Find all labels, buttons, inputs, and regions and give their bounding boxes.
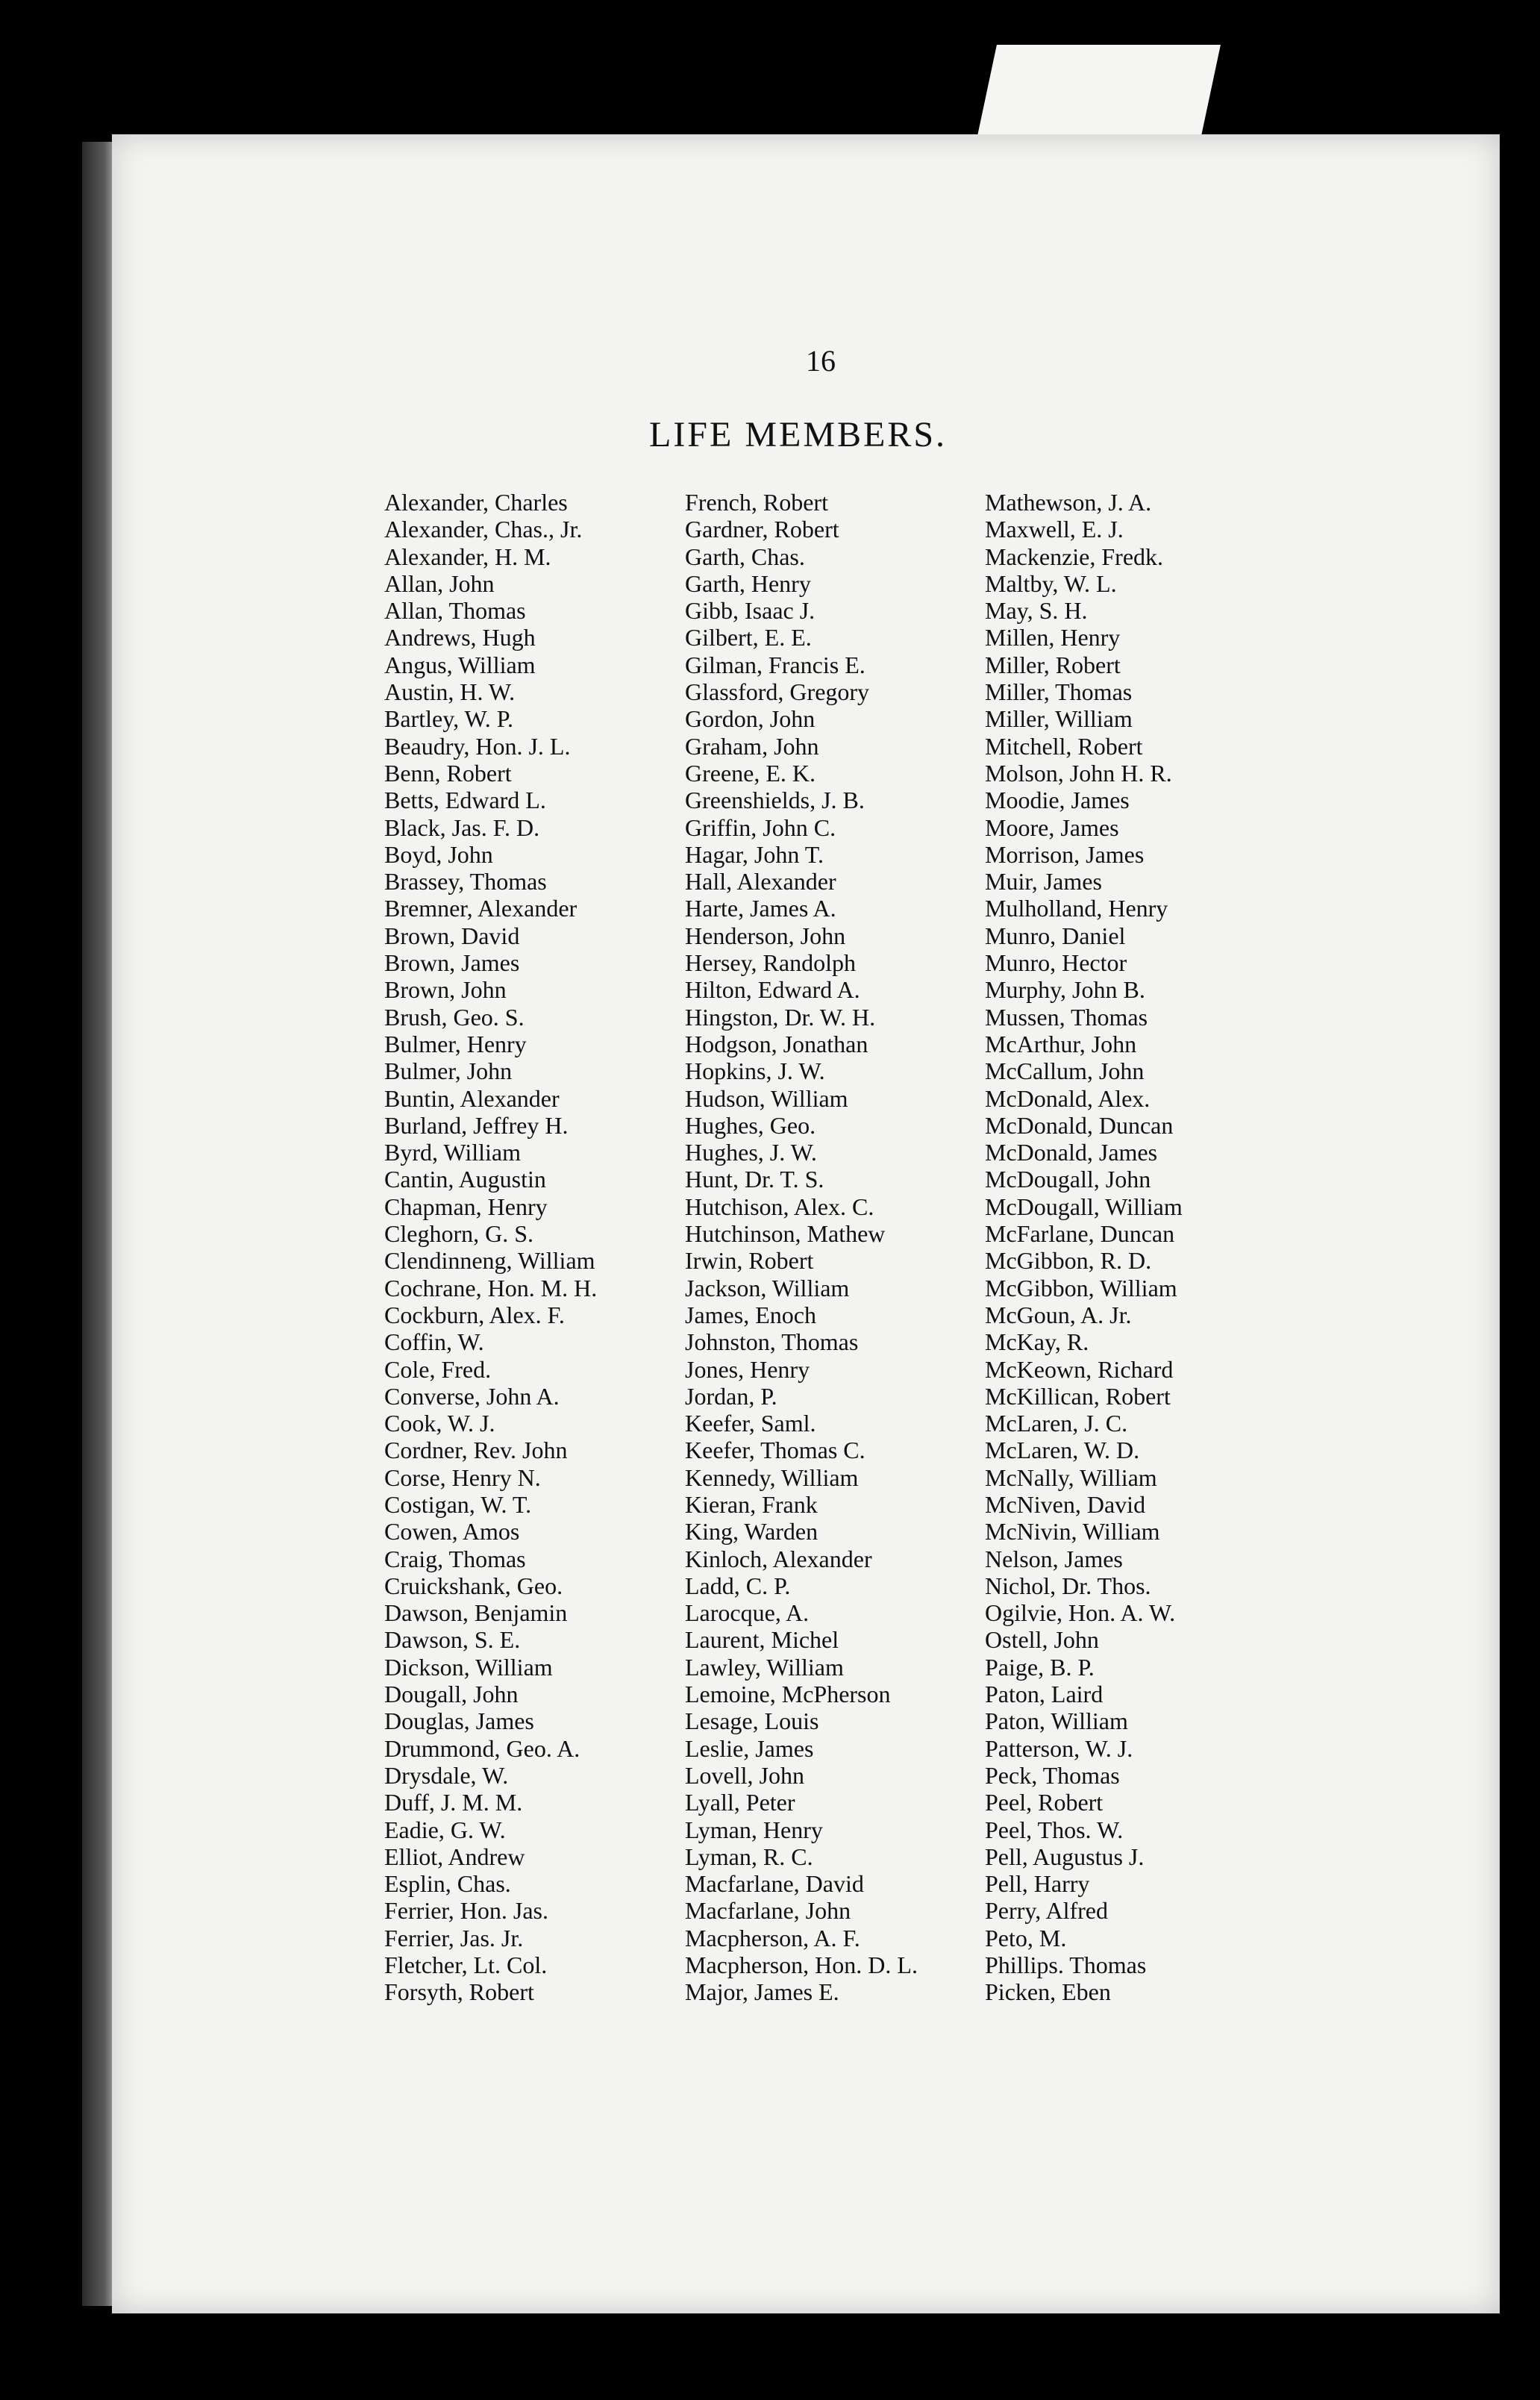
member-name: Elliot, Andrew: [384, 1843, 525, 1870]
member-name: Alexander, Charles: [384, 489, 568, 516]
member-name: McNivin, William: [985, 1518, 1160, 1546]
member-name: Dickson, William: [384, 1653, 553, 1681]
member-name: Boyd, John: [384, 840, 493, 868]
member-name: McKeown, Richard: [985, 1355, 1174, 1383]
member-name: Lovell, John: [685, 1761, 804, 1789]
member-name: Lawley, William: [685, 1653, 844, 1681]
member-name: Dougall, John: [384, 1681, 519, 1708]
member-name: Greene, E. K.: [685, 759, 816, 787]
member-name: Maltby, W. L.: [985, 569, 1117, 597]
member-name: Paton, William: [985, 1707, 1128, 1735]
member-name: Jackson, William: [685, 1274, 850, 1301]
member-name: McDougall, John: [985, 1166, 1151, 1193]
member-name: McKillican, Robert: [985, 1382, 1171, 1410]
member-name: Mulholland, Henry: [985, 895, 1168, 922]
member-name: Cook, W. J.: [384, 1410, 495, 1437]
member-column-1: [384, 489, 597, 2006]
member-name: King, Warden: [685, 1518, 818, 1546]
member-name: Macfarlane, John: [685, 1897, 851, 1925]
member-name: Brush, Geo. S.: [384, 1003, 525, 1031]
section-title: LIFE MEMBERS.: [649, 415, 948, 454]
member-name: Peel, Robert: [985, 1789, 1104, 1816]
member-name: McDonald, James: [985, 1139, 1158, 1166]
member-name: Coffin, W.: [384, 1328, 484, 1356]
member-name: Hall, Alexander: [685, 868, 836, 896]
member-name: Burland, Jeffrey H.: [384, 1111, 569, 1139]
member-name: Alexander, H. M.: [384, 543, 551, 570]
member-name: Munro, Daniel: [985, 922, 1126, 949]
member-name: Gardner, Robert: [685, 516, 839, 543]
member-name: Hilton, Edward A.: [685, 976, 860, 1004]
member-name: Lyman, Henry: [685, 1816, 823, 1843]
member-name: Bulmer, John: [384, 1057, 513, 1085]
member-name: Gibb, Isaac J.: [685, 597, 816, 625]
member-name: Cordner, Rev. John: [384, 1437, 568, 1464]
member-name: Miller, Thomas: [985, 678, 1133, 706]
member-name: McGoun, A. Jr.: [985, 1301, 1132, 1328]
member-name: Henderson, John: [685, 922, 846, 949]
member-name: Corse, Henry N.: [384, 1463, 541, 1491]
member-name: Black, Jas. F. D.: [384, 813, 540, 841]
member-name: Costigan, W. T.: [384, 1490, 532, 1518]
member-name: Ferrier, Jas. Jr.: [384, 1924, 524, 1951]
member-name: French, Robert: [685, 489, 828, 516]
member-name: Lesage, Louis: [685, 1707, 819, 1735]
member-name: Mathewson, J. A.: [985, 489, 1152, 516]
member-name: Maxwell, E. J.: [985, 516, 1124, 543]
member-name: Kieran, Frank: [685, 1490, 818, 1518]
member-name: Peck, Thomas: [985, 1761, 1120, 1789]
member-name: Hersey, Randolph: [685, 949, 856, 977]
member-name: Buntin, Alexander: [384, 1084, 560, 1112]
member-name: James, Enoch: [685, 1301, 816, 1328]
member-name: Cantin, Augustin: [384, 1166, 546, 1193]
member-name: Betts, Edward L.: [384, 787, 546, 814]
member-name: Bartley, W. P.: [384, 705, 514, 733]
member-name: McNally, William: [985, 1463, 1157, 1491]
member-name: Garth, Chas.: [685, 543, 805, 570]
member-name: McKay, R.: [985, 1328, 1089, 1356]
member-name: Esplin, Chas.: [384, 1870, 511, 1898]
member-name: Moore, James: [985, 813, 1119, 841]
member-name: Dawson, S. E.: [384, 1626, 521, 1654]
member-name: Ostell, John: [985, 1626, 1099, 1654]
member-name: Jones, Henry: [685, 1355, 810, 1383]
member-name: McDonald, Duncan: [985, 1111, 1174, 1139]
member-name: Cockburn, Alex. F.: [384, 1301, 565, 1328]
member-name: Hutchinson, Mathew: [685, 1220, 886, 1248]
member-name: Ladd, C. P.: [685, 1572, 791, 1599]
member-name: Brassey, Thomas: [384, 868, 547, 896]
member-name: Cleghorn, G. S.: [384, 1220, 533, 1248]
member-name: Dawson, Benjamin: [384, 1599, 568, 1627]
member-name: Keefer, Thomas C.: [685, 1437, 866, 1464]
member-name: McDougall, William: [985, 1193, 1183, 1220]
member-name: Macpherson, Hon. D. L.: [685, 1951, 918, 1979]
member-name: Morrison, James: [985, 840, 1145, 868]
member-name: Griffin, John C.: [685, 813, 836, 841]
member-name: Angus, William: [384, 651, 536, 678]
member-name: Hopkins, J. W.: [685, 1057, 825, 1085]
member-name: McLaren, W. D.: [985, 1437, 1140, 1464]
member-name: Craig, Thomas: [384, 1545, 526, 1572]
member-name: Pell, Augustus J.: [985, 1843, 1145, 1870]
member-name: Gilbert, E. E.: [685, 624, 812, 651]
member-name: Hunt, Dr. T. S.: [685, 1166, 824, 1193]
member-name: Peto, M.: [985, 1924, 1067, 1951]
member-name: Alexander, Chas., Jr.: [384, 516, 583, 543]
member-name: Drysdale, W.: [384, 1761, 509, 1789]
member-name: Picken, Eben: [985, 1978, 1111, 2006]
member-name: Murphy, John B.: [985, 976, 1145, 1004]
member-name: Pell, Harry: [985, 1870, 1090, 1898]
member-name: Lemoine, McPherson: [685, 1681, 891, 1708]
member-name: Lyman, R. C.: [685, 1843, 813, 1870]
member-name: Munro, Hector: [985, 949, 1127, 977]
member-name: Eadie, G. W.: [384, 1816, 506, 1843]
member-name: Perry, Alfred: [985, 1897, 1108, 1925]
member-name: Mackenzie, Fredk.: [985, 543, 1164, 570]
member-name: Ogilvie, Hon. A. W.: [985, 1599, 1176, 1627]
member-name: Miller, Robert: [985, 651, 1121, 678]
member-name: Douglas, James: [384, 1707, 534, 1735]
member-name: Garth, Henry: [685, 569, 811, 597]
member-name: Brown, John: [384, 976, 507, 1004]
member-name: Chapman, Henry: [384, 1193, 548, 1220]
member-name: Major, James E.: [685, 1978, 839, 2006]
member-name: Kinloch, Alexander: [685, 1545, 872, 1572]
member-name: Graham, John: [685, 732, 819, 760]
member-name: Duff, J. M. M.: [384, 1789, 523, 1816]
member-name: Paton, Laird: [985, 1681, 1104, 1708]
member-name: Millen, Henry: [985, 624, 1121, 651]
member-name: Drummond, Geo. A.: [384, 1734, 580, 1762]
member-name: McGibbon, William: [985, 1274, 1177, 1301]
member-name: Hughes, Geo.: [685, 1111, 816, 1139]
member-name: Phillips. Thomas: [985, 1951, 1147, 1979]
member-name: Gilman, Francis E.: [685, 651, 866, 678]
member-name: Forsyth, Robert: [384, 1978, 534, 2006]
member-name: Hingston, Dr. W. H.: [685, 1003, 876, 1031]
member-name: Hodgson, Jonathan: [685, 1030, 868, 1057]
member-name: Patterson, W. J.: [985, 1734, 1133, 1762]
member-name: Bremner, Alexander: [384, 895, 578, 922]
member-name: Leslie, James: [685, 1734, 814, 1762]
member-column-3: [985, 489, 1183, 2006]
member-name: Peel, Thos. W.: [985, 1816, 1124, 1843]
member-name: Macfarlane, David: [685, 1870, 864, 1898]
member-name: Bulmer, Henry: [384, 1030, 527, 1057]
member-name: McCallum, John: [985, 1057, 1145, 1085]
member-name: Miller, William: [985, 705, 1133, 733]
member-name: Hudson, William: [685, 1084, 848, 1112]
member-name: Molson, John H. R.: [985, 759, 1172, 787]
member-name: McNiven, David: [985, 1490, 1146, 1518]
member-name: McDonald, Alex.: [985, 1084, 1151, 1112]
member-name: Johnston, Thomas: [685, 1328, 859, 1356]
member-name: Converse, John A.: [384, 1382, 560, 1410]
member-name: Brown, David: [384, 922, 520, 949]
member-name: Nelson, James: [985, 1545, 1123, 1572]
member-name: McArthur, John: [985, 1030, 1137, 1057]
member-name: Glassford, Gregory: [685, 678, 870, 706]
member-name: Hughes, J. W.: [685, 1139, 817, 1166]
member-name: Beaudry, Hon. J. L.: [384, 732, 571, 760]
member-name: Paige, B. P.: [985, 1653, 1095, 1681]
member-name: Byrd, William: [384, 1139, 521, 1166]
member-name: Benn, Robert: [384, 759, 512, 787]
member-name: Macpherson, A. F.: [685, 1924, 860, 1951]
member-name: Hutchison, Alex. C.: [685, 1193, 874, 1220]
member-name: Allan, Thomas: [384, 597, 526, 625]
member-name: Cochrane, Hon. M. H.: [384, 1274, 598, 1301]
member-name: Brown, James: [384, 949, 520, 977]
member-name: Cruickshank, Geo.: [384, 1572, 563, 1599]
member-name: Lyall, Peter: [685, 1789, 795, 1816]
member-name: Cole, Fred.: [384, 1355, 492, 1383]
member-name: Ferrier, Hon. Jas.: [384, 1897, 548, 1925]
member-name: Harte, James A.: [685, 895, 836, 922]
member-name: Cowen, Amos: [384, 1518, 520, 1546]
member-name: Irwin, Robert: [685, 1247, 814, 1275]
member-name: McGibbon, R. D.: [985, 1247, 1152, 1275]
member-name: May, S. H.: [985, 597, 1088, 625]
member-name: Kennedy, William: [685, 1463, 859, 1491]
member-name: Mussen, Thomas: [985, 1003, 1148, 1031]
member-name: Hagar, John T.: [685, 840, 824, 868]
member-column-2: [685, 489, 918, 2006]
member-name: Jordan, P.: [685, 1382, 777, 1410]
member-name: Gordon, John: [685, 705, 816, 733]
member-name: Clendinneng, William: [384, 1247, 595, 1275]
member-name: McFarlane, Duncan: [985, 1220, 1175, 1248]
member-name: Mitchell, Robert: [985, 732, 1143, 760]
page-number: 16: [806, 344, 836, 378]
member-name: McLaren, J. C.: [985, 1410, 1128, 1437]
member-name: Keefer, Saml.: [685, 1410, 816, 1437]
member-name: Nichol, Dr. Thos.: [985, 1572, 1151, 1599]
member-name: Muir, James: [985, 868, 1102, 896]
member-name: Austin, H. W.: [384, 678, 516, 706]
member-name: Larocque, A.: [685, 1599, 810, 1627]
member-name: Greenshields, J. B.: [685, 787, 865, 814]
member-name: Moodie, James: [985, 787, 1130, 814]
member-name: Andrews, Hugh: [384, 624, 536, 651]
member-name: Fletcher, Lt. Col.: [384, 1951, 548, 1979]
member-name: Allan, John: [384, 569, 495, 597]
member-name: Laurent, Michel: [685, 1626, 839, 1654]
